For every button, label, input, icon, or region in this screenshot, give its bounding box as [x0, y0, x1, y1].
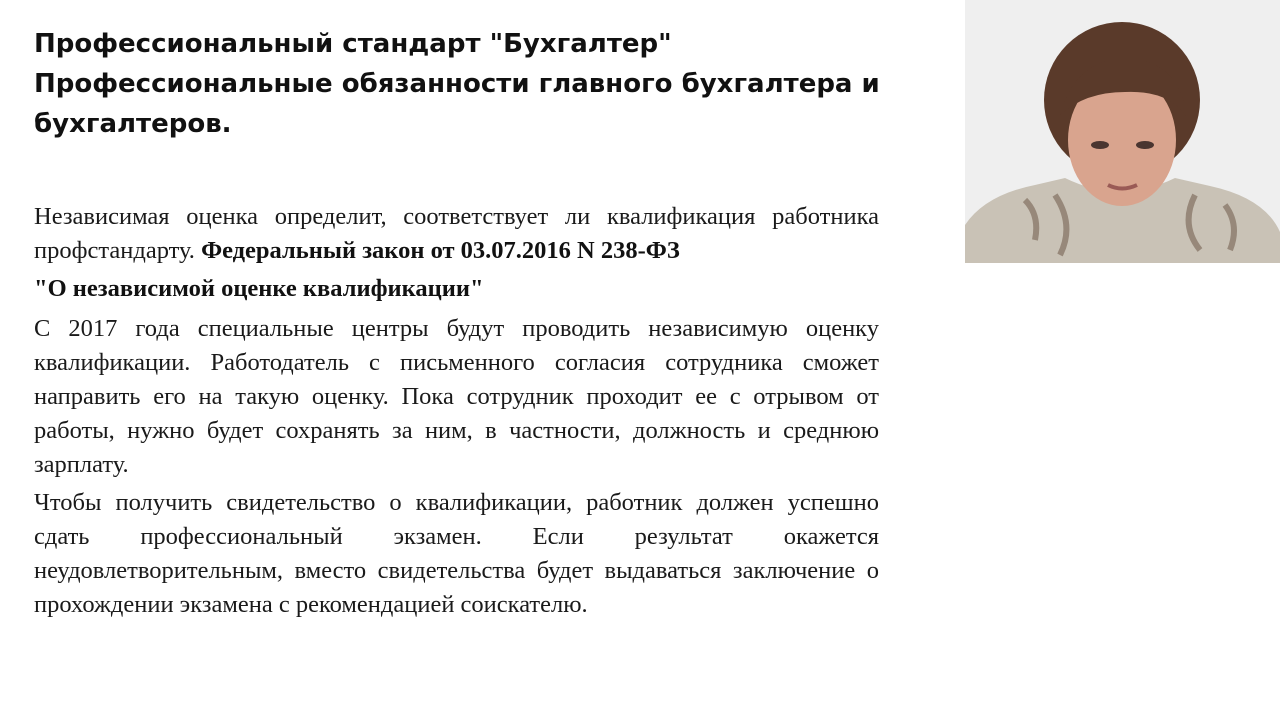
presenter-right-eye: [1136, 141, 1154, 149]
presenter-image: [965, 0, 1280, 263]
presenter-video: [965, 0, 1280, 263]
slide-subtitle: Профессиональные обязанности главного бухгалтера и бухгалтеров.: [34, 69, 880, 139]
law-title: "О независимой оценке квалификации": [34, 275, 484, 302]
paragraph-certificate: Чтобы получить свидетельство о квалификации, работник должен успешно сдать профессиональный экзамен. Если результат окажется неудовлетворительным, вместо свидетельства будет выдаваться заключение о прохождении экзамена с рекомендацией соискателю.: [34, 489, 879, 618]
paragraph-independent-assessment: [34, 200, 879, 268]
federal-law-reference: Федеральный закон от 03.07.2016 N 238-ФЗ: [201, 237, 680, 264]
presenter-left-eye: [1091, 141, 1109, 149]
slide-title: Профессиональный стандарт "Бухгалтер": [34, 29, 672, 59]
paragraph-1-text: Независимая оценка определит, соответствует ли квалификация работника профстандарту.: [34, 203, 879, 264]
paragraph-assessment-centers: С 2017 года специальные центры будут проводить независимую оценку квалификации. Работодатель с письменного согласия сотрудника сможет направить его на такую оценку. Пока сотрудник проходит ее с отрывом от работы, нужно будет сохранять за ним, в частности, должность и среднюю зарплату.: [34, 315, 879, 478]
title-block: [34, 24, 914, 144]
body-text: [34, 200, 879, 626]
